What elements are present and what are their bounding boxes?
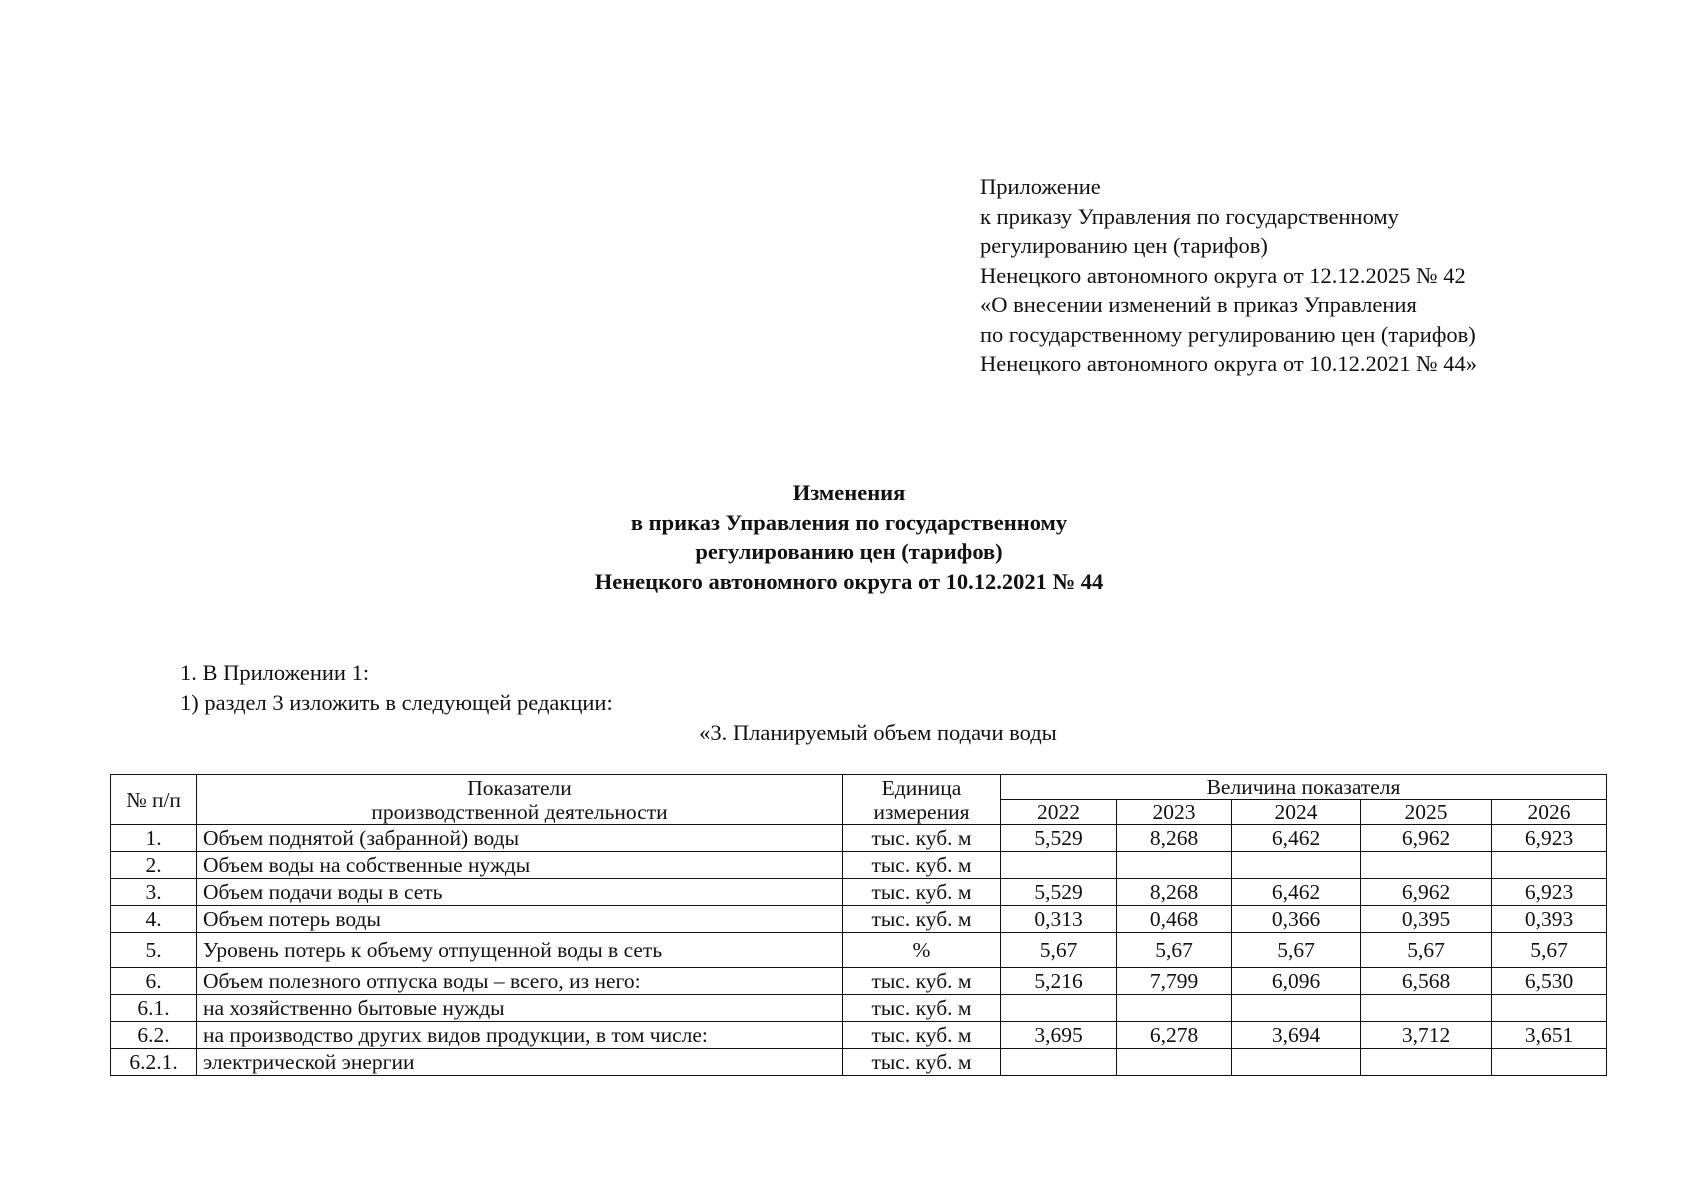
header-year: 2026 bbox=[1492, 800, 1607, 825]
row-num: 6.2. bbox=[111, 1022, 197, 1049]
row-value bbox=[1361, 995, 1492, 1022]
row-value: 3,712 bbox=[1361, 1022, 1492, 1049]
row-unit: тыс. куб. м bbox=[843, 906, 1001, 933]
header-num: № п/п bbox=[111, 775, 197, 825]
intro-line-1: 1. В Приложении 1: bbox=[180, 660, 370, 685]
row-value: 7,799 bbox=[1117, 968, 1232, 995]
table-row bbox=[111, 968, 1607, 995]
row-num: 5. bbox=[111, 933, 197, 968]
row-unit: тыс. куб. м bbox=[843, 1022, 1001, 1049]
row-name: на производство других видов продукции, в том числе: bbox=[197, 1022, 843, 1049]
header-unit bbox=[843, 775, 1001, 825]
row-name: Объем потерь воды bbox=[197, 906, 843, 933]
header-indicator-line2: производственной деятельности bbox=[371, 799, 668, 824]
table-row bbox=[111, 995, 1607, 1022]
intro-line-2: 1) раздел 3 изложить в следующей редакции: bbox=[180, 689, 613, 715]
table-row bbox=[111, 1022, 1607, 1049]
appendix-line: «О внесении изменений в приказ Управления bbox=[980, 292, 1417, 317]
row-value: 0,468 bbox=[1117, 906, 1232, 933]
row-value: 0,313 bbox=[1001, 906, 1117, 933]
section-title: «3. Планируемый объем подачи воды bbox=[699, 720, 1057, 745]
row-name: Объем подачи воды в сеть bbox=[197, 879, 843, 906]
row-value bbox=[1492, 852, 1607, 879]
row-value: 0,395 bbox=[1361, 906, 1492, 933]
row-value: 6,962 bbox=[1361, 825, 1492, 852]
appendix-line: Ненецкого автономного округа от 10.12.2021 № 44» bbox=[980, 351, 1478, 376]
row-value: 6,096 bbox=[1232, 968, 1361, 995]
appendix-block bbox=[980, 172, 1477, 379]
row-value: 3,651 bbox=[1492, 1022, 1607, 1049]
row-value: 6,923 bbox=[1492, 879, 1607, 906]
header-unit-line1: Единица bbox=[881, 775, 962, 800]
row-value: 6,278 bbox=[1117, 1022, 1232, 1049]
row-num: 4. bbox=[111, 906, 197, 933]
table-row bbox=[111, 906, 1607, 933]
row-value bbox=[1117, 1049, 1232, 1076]
row-num: 6.1. bbox=[111, 995, 197, 1022]
header-value-group: Величина показателя bbox=[1001, 775, 1607, 800]
row-unit: тыс. куб. м bbox=[843, 825, 1001, 852]
header-unit-line2: измерения bbox=[873, 799, 970, 824]
row-value bbox=[1001, 852, 1117, 879]
title-line: регулированию цен (тарифов) bbox=[695, 539, 1003, 564]
row-value: 8,268 bbox=[1117, 825, 1232, 852]
appendix-line: Приложение bbox=[980, 174, 1101, 199]
row-value: 5,67 bbox=[1117, 933, 1232, 968]
header-year: 2023 bbox=[1117, 800, 1232, 825]
row-name: Объем поднятой (забранной) воды bbox=[197, 825, 843, 852]
header-year: 2025 bbox=[1361, 800, 1492, 825]
appendix-line: регулированию цен (тарифов) bbox=[980, 233, 1268, 258]
table-row bbox=[111, 933, 1607, 968]
row-value: 8,268 bbox=[1117, 879, 1232, 906]
row-value bbox=[1232, 852, 1361, 879]
row-value: 0,393 bbox=[1492, 906, 1607, 933]
row-value: 5,67 bbox=[1232, 933, 1361, 968]
appendix-line: к приказу Управления по государственному bbox=[980, 203, 1399, 229]
header-indicator bbox=[197, 775, 843, 825]
row-unit: % bbox=[843, 933, 1001, 968]
row-value: 3,694 bbox=[1232, 1022, 1361, 1049]
row-value bbox=[1361, 1049, 1492, 1076]
table-row bbox=[111, 852, 1607, 879]
appendix-line: по государственному регулированию цен (тарифов) bbox=[980, 321, 1476, 347]
row-value: 6,568 bbox=[1361, 968, 1492, 995]
row-value: 6,962 bbox=[1361, 879, 1492, 906]
header-year: 2022 bbox=[1001, 800, 1117, 825]
row-value bbox=[1117, 995, 1232, 1022]
row-value bbox=[1117, 852, 1232, 879]
row-value: 3,695 bbox=[1001, 1022, 1117, 1049]
row-unit: тыс. куб. м bbox=[843, 995, 1001, 1022]
row-name: на хозяйственно бытовые нужды bbox=[197, 995, 843, 1022]
water-supply-table bbox=[110, 774, 1607, 1076]
row-value: 5,67 bbox=[1361, 933, 1492, 968]
row-value bbox=[1361, 852, 1492, 879]
row-name: Уровень потерь к объему отпущенной воды в сеть bbox=[197, 933, 843, 968]
row-value: 6,462 bbox=[1232, 825, 1361, 852]
row-value: 5,529 bbox=[1001, 879, 1117, 906]
title-line: Ненецкого автономного округа от 10.12.2021 № 44 bbox=[594, 568, 1104, 594]
row-value: 6,462 bbox=[1232, 879, 1361, 906]
row-unit: тыс. куб. м bbox=[843, 968, 1001, 995]
row-value bbox=[1001, 995, 1117, 1022]
header-year: 2024 bbox=[1232, 800, 1361, 825]
row-name: Объем полезного отпуска воды – всего, из него: bbox=[197, 968, 843, 995]
intro-block bbox=[180, 658, 613, 717]
row-num: 6.2.1. bbox=[111, 1049, 197, 1076]
row-unit: тыс. куб. м bbox=[843, 1049, 1001, 1076]
title-line: Изменения bbox=[792, 480, 906, 505]
row-name: электрической энергии bbox=[197, 1049, 843, 1076]
row-value: 5,67 bbox=[1492, 933, 1607, 968]
row-value bbox=[1492, 1049, 1607, 1076]
row-value: 6,530 bbox=[1492, 968, 1607, 995]
row-num: 1. bbox=[111, 825, 197, 852]
row-value bbox=[1232, 1049, 1361, 1076]
row-value: 5,67 bbox=[1001, 933, 1117, 968]
row-value bbox=[1001, 1049, 1117, 1076]
row-value: 5,216 bbox=[1001, 968, 1117, 995]
row-num: 6. bbox=[111, 968, 197, 995]
title-line: в приказ Управления по государственному bbox=[630, 509, 1068, 535]
row-unit: тыс. куб. м bbox=[843, 852, 1001, 879]
row-name: Объем воды на собственные нужды bbox=[197, 852, 843, 879]
row-value: 5,529 bbox=[1001, 825, 1117, 852]
document-title bbox=[0, 478, 1698, 596]
row-value: 6,923 bbox=[1492, 825, 1607, 852]
appendix-line: Ненецкого автономного округа от 12.12.2025 № 42 bbox=[980, 262, 1466, 288]
row-value: 0,366 bbox=[1232, 906, 1361, 933]
table-row bbox=[111, 879, 1607, 906]
table-row bbox=[111, 825, 1607, 852]
row-num: 3. bbox=[111, 879, 197, 906]
row-num: 2. bbox=[111, 852, 197, 879]
header-indicator-line1: Показатели bbox=[467, 775, 572, 800]
table-row bbox=[111, 1049, 1607, 1076]
row-value bbox=[1492, 995, 1607, 1022]
row-value bbox=[1232, 995, 1361, 1022]
row-unit: тыс. куб. м bbox=[843, 879, 1001, 906]
